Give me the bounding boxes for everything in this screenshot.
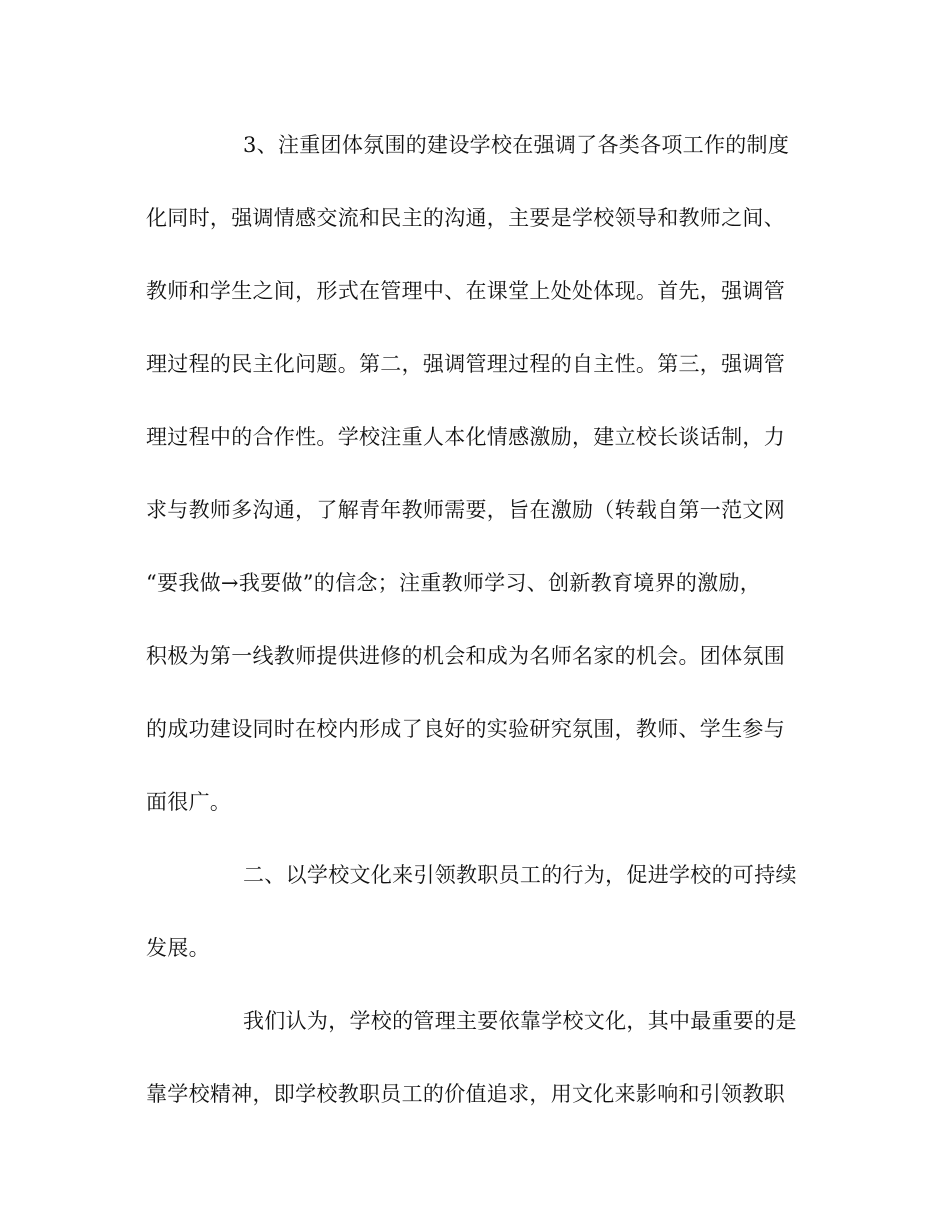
paragraph-line: 积极为第一线教师提供进修的机会和成为名师名家的机会。团体氛围 (146, 644, 785, 668)
paragraph-line: 面很广。 (146, 790, 232, 814)
paragraph-line: 靠学校精神，即学校教职员工的价值追求，用文化来影响和引领教职 (146, 1082, 785, 1106)
paragraph-line: 3、注重团体氛围的建设学校在强调了各类各项工作的制度 (243, 133, 790, 157)
paragraph-line: 化同时，强调情感交流和民主的沟通，主要是学校领导和教师之间、 (146, 206, 785, 230)
section-heading-line: 发展。 (146, 936, 210, 960)
paragraph-line: 理过程的民主化问题。第二，强调管理过程的自主性。第三，强调管 (146, 352, 785, 376)
paragraph-line: 教师和学生之间，形式在管理中、在课堂上处处体现。首先，强调管 (146, 279, 785, 303)
paragraph-line: 理过程中的合作性。学校注重人本化情感激励，建立校长谈话制，力 (146, 425, 785, 449)
paragraph-line: 求与教师多沟通，了解青年教师需要，旨在激励（转载自第一范文网 (146, 498, 785, 522)
paragraph-line: “要我做→我要做”的信念；注重教师学习、创新教育境界的激励， (146, 571, 762, 595)
paragraph-line: 我们认为，学校的管理主要依靠学校文化，其中最重要的是 (243, 1009, 797, 1033)
section-heading-line: 二、以学校文化来引领教职员工的行为，促进学校的可持续 (243, 863, 797, 887)
paragraph-line: 的成功建设同时在校内形成了良好的实验研究氛围，教师、学生参与 (146, 717, 785, 741)
